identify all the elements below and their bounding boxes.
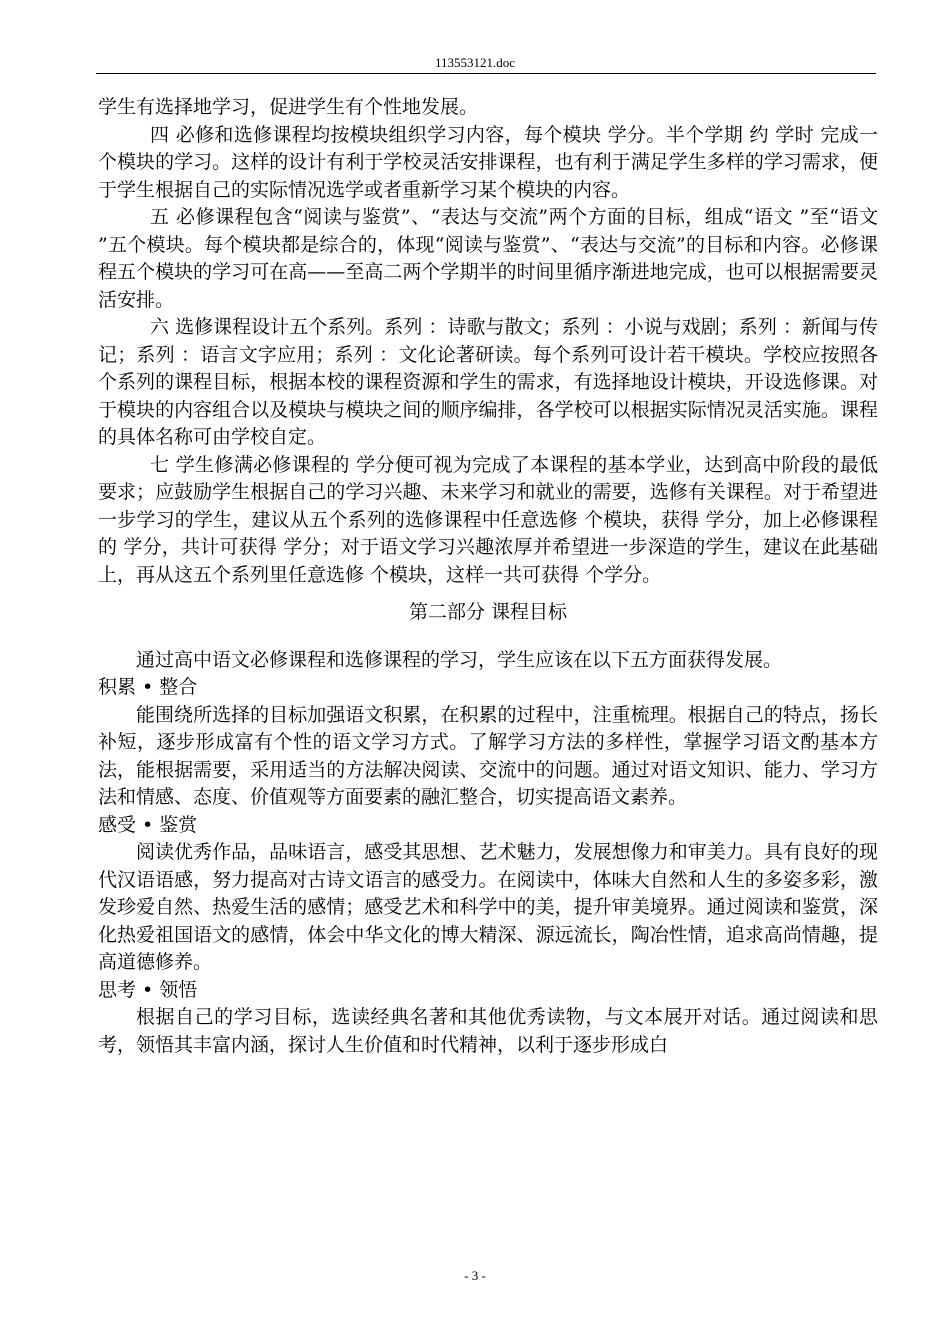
paragraph-item-7: 七 学生修满必修课程的 学分便可视为完成了本课程的基本学业，达到高中阶段的最低要求；应鼓励学生根据自己的学习兴趣、未来学习和就业的需要，选修有关课程。对于希望进一步学习的学生，建议从五个系列的选修课程中任意选修 个模块，获得 学分，加上必修课程的 学分，共计可获得 学分；对于语文学习兴趣浓厚并希望进一步深造的学生，建议在此基础上，再从这五个系列里任意选修 个模块，这样一共可获得 个学分。 — [98, 453, 878, 586]
subheading-reflection: 思考 • 领悟 — [98, 978, 198, 1001]
paragraph-item-5: 五 必修课程包含“阅读与鉴赏”、“表达与交流”两个方面的目标，组成“语文 ”至“语文 ”五个模块。每个模块都是综合的，体现“阅读与鉴赏”、“表达与交流”的目标和内容。必修课程五个模块的学习可在高——至高二两个学期半的时间里循序渐进地完成，也可以根据需要灵活安排。 — [98, 206, 878, 311]
section-title: 第二部分 课程目标 — [408, 601, 568, 623]
section-intro: 通过高中语文必修课程和选修课程的学习，学生应该在以下五方面获得发展。 — [136, 648, 783, 671]
document-body — [98, 94, 878, 1059]
paragraph-item-6: 六 选修课程设计五个系列。系列 ：诗歌与散文；系列 ：小说与戏剧；系列 ：新闻与传记；系列 ：语言文字应用；系列 ：文化论著研读。每个系列可设计若干模块。学校应按照各个系列的课程目标，根据本校的课程资源和学生的需求，有选择地设计模块，开设选修课。对于模块的内容组合以及模块与模块之间的顺序编排，各学校可以根据实际情况灵活实施。课程的具体名称可由学校自定。 — [98, 316, 878, 448]
paragraph-continued: 学生有选择地学习，促进学生有个性地发展。 — [98, 96, 479, 118]
subsection-reflection-text: 根据自己的学习目标，选读经典名著和其他优秀读物，与文本展开对话。通过阅读和思考，领悟其丰富内涵，探讨人生价值和时代精神，以利于逐步形成白 — [98, 1006, 878, 1056]
document-filename-header: 113553121.doc — [434, 55, 516, 70]
subheading-accumulation: 积累 • 整合 — [98, 676, 198, 698]
page-number: - 3 - — [464, 1268, 486, 1283]
paragraph-item-4: 四 必修和选修课程均按模块组织学习内容，每个模块 学分。半个学期 约 学时 完成一个模块的学习。这样的设计有利于学校灵活安排课程，也有利于满足学生多样的学习需求，便于学生根据自己的实际情况选学或者重新学习某个模块的内容。 — [98, 123, 878, 201]
header-divider — [96, 73, 876, 74]
subheading-appreciation: 感受 • 鉴赏 — [98, 813, 198, 836]
subsection-accumulation-text: 能围绕所选择的目标加强语文积累，在积累的过程中，注重梳理。根据自己的特点，扬长补短，逐步形成富有个性的语文学习方式。了解学习方法的多样性，掌握学习语文酌基本方法，能根据需要，采用适当的方法解决阅读、交流中的问题。通过对语文知识、能力、学习方法和情感、态度、价值观等方面要素的融汇整合，切实提高语文素养。 — [98, 703, 878, 808]
subsection-appreciation-text: 阅读优秀作品，品味语言，感受其思想、艺术魅力，发展想像力和审美力。具有良好的现代汉语语感，努力提高对古诗文语言的感受力。在阅读中，体味大自然和人生的多姿多彩，激发珍爱自然、热爱生活的感情；感受艺术和科学中的美，提升审美境界。通过阅读和鉴赏，深化热爱祖国语文的感情，体会中华文化的博大精深、源远流长，陶冶性情，追求高尚情趣，提高道德修养。 — [98, 841, 878, 973]
